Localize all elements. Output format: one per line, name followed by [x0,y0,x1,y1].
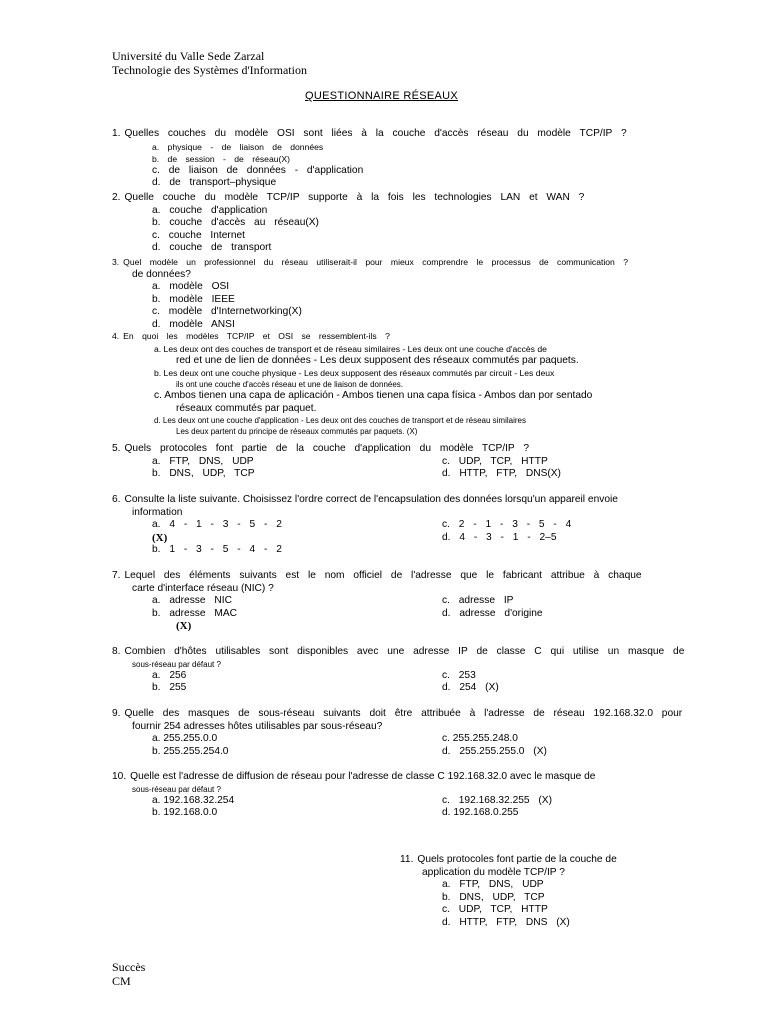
option-c: c. de liaison de données - d'application [152,164,364,176]
question-text: Combien d'hôtes utilisables sont disponibles avec une adresse IP de classe C qui utilise un masque de [124,646,685,657]
question-number: 8. [112,646,121,657]
option-c: c. UDP, TCP, HTTP [442,455,548,467]
question-2-line [112,192,760,205]
option-c: c. modèle d'Internetworking(X) [152,306,302,318]
question-8-line [112,646,760,659]
option-a: a. 255.255.0.0 [152,733,218,745]
option-b: b. 255 [152,682,187,694]
answer-mark: (X) [152,531,168,544]
question-number: 6. [112,494,121,505]
option-d-continued: Les deux partent du principe de réseaux commutés par paquets. (X) [176,427,418,437]
question-text-continued: sous-réseau par défaut ? [132,784,221,794]
question-4 [112,330,760,437]
question-text-continued: application du modèle TCP/IP ? [422,866,565,878]
option-d: d. modèle ANSI [152,318,235,330]
question-text: Quelle est l'adresse de diffusion de réseau pour l'adresse de classe C 192.168.32.0 avec le masque de [130,771,596,782]
document-footer [112,960,145,988]
option-b: b. de session - de réseau(X) [152,153,290,164]
option-b: b. DNS, UDP, TCP [442,891,545,903]
question-2 [112,192,760,255]
question-text-continued: carte d'interface réseau (NIC) ? [132,582,274,594]
option-a: a. 256 [152,669,187,681]
option-a: a. physique - de liaison de données [152,141,324,152]
question-9-line [112,708,760,721]
option-a: a. Les deux ont des couches de transport et de réseau similaires - Les deux ont une couche d'accès de [154,343,547,354]
option-b: b. 1 - 3 - 5 - 4 - 2 [152,544,282,556]
question-1 [112,128,760,190]
question-text: Quels protocoles font partie de la couche d'application du modèle TCP/IP ? [124,443,530,454]
option-d: d. 255.255.255.0 (X) [442,745,547,757]
option-d: d. 4 - 3 - 1 - 2–5 [442,531,557,543]
option-c: c. adresse IP [442,595,514,607]
document-header [112,49,307,77]
option-c: c. 2 - 1 - 3 - 5 - 4 [442,519,572,531]
question-number: 1. [112,128,121,139]
question-8 [112,646,760,695]
option-a: a. modèle OSI [152,281,230,293]
option-d: d. adresse d'origine [442,607,543,619]
question-1-line [112,128,760,141]
question-text: Quelles couches du modèle OSI sont liées à la couche d'accès réseau du modèle TCP/IP ? [124,128,627,139]
question-5-line [112,443,760,456]
option-b: b. Les deux ont une couche physique - Les deux supposent des réseaux commutés par circuit - Les deux [154,368,555,379]
question-text: Quel modèle un professionnel du réseau utiliserait-il pour mieux comprendre le processus de communication ? [123,257,629,267]
question-text-continued: sous-réseau par défaut ? [132,659,221,669]
question-7 [112,570,760,633]
question-6-line [112,494,760,507]
option-b: b. adresse MAC [152,607,238,619]
option-b: b. modèle IEEE [152,293,235,305]
question-7-line [112,570,760,583]
question-number: 11. [400,854,414,865]
question-5 [112,443,760,481]
question-text: Consulte la liste suivante. Choisissez l'ordre correct de l'encapsulation des données lorsqu'un appareil envoie [124,494,618,505]
option-c-continued: réseaux commutés par paquet. [176,402,317,414]
question-text-continued: de données? [132,268,191,280]
question-number: 2. [112,192,121,203]
answer-mark: (X) [176,620,192,633]
page-title: QUESTIONNAIRE RÉSEAUX [305,90,458,102]
question-11-line [400,854,700,867]
question-number: 5. [112,443,121,454]
question-text: Lequel des éléments suivants est le nom officiel de l'adresse que le fabricant attribue à chaque [124,570,642,581]
option-d: d. HTTP, FTP, DNS (X) [442,916,570,928]
option-b: b. 255.255.254.0 [152,745,229,757]
option-d: d. 192.168.0.255 [442,807,519,819]
option-a: a. 192.168.32.254 [152,794,235,806]
university-name: Université du Valle Sede Zarzal [112,49,265,63]
option-b: b. 192.168.0.0 [152,807,218,819]
question-11 [400,854,700,930]
question-10-line [112,771,760,784]
question-text: Quels protocoles font partie de la couche de [417,854,617,865]
option-c: c. Ambos tienen una capa de aplicación - Ambos tienen una capa física - Ambos dan por sentado [154,390,593,402]
question-number: 10. [112,771,127,782]
option-c: c. 253 [442,669,476,681]
question-text-continued: fournir 254 adresses hôtes utilisables par sous-réseau? [132,720,383,732]
option-a: a. 4 - 1 - 3 - 5 - 2 [152,519,282,531]
option-a: a. couche d'application [152,204,268,216]
option-c: c. couche Internet [152,229,245,241]
option-d: d. de transport–physique [152,177,277,189]
footer-initials: CM [112,974,131,988]
question-number: 3. [112,257,120,267]
option-a: a. FTP, DNS, UDP [442,879,544,891]
question-6 [112,494,760,557]
option-d: d. 254 (X) [442,682,499,694]
question-text: En quoi les modèles TCP/IP et OSI se ressemblent-ils ? [123,331,390,341]
option-d: d. couche de transport [152,242,272,254]
option-a: a. FTP, DNS, UDP [152,455,254,467]
question-9 [112,708,760,758]
question-3 [112,256,760,332]
option-b-continued: ils ont une couche d'accès réseau et une de liaison de données. [176,380,404,390]
option-c: c. 192.168.32.255 (X) [442,794,552,806]
option-d: d. HTTP, FTP, DNS(X) [442,468,561,480]
option-a: a. adresse NIC [152,595,232,607]
option-b: b. couche d'accès au réseau(X) [152,217,319,229]
option-c: c. 255.255.248.0 [442,733,518,745]
question-3-line [112,256,760,269]
question-number: 9. [112,708,121,719]
option-d: d. Les deux ont une couche d'application - Les deux ont des couches de transport et de réseau similaires [154,416,526,426]
question-number: 7. [112,570,121,581]
question-10 [112,771,760,820]
question-text: Quelle des masques de sous-réseau suivants doit être attribuée à l'adresse de réseau 192.168.32.0 pour [124,708,683,719]
question-4-line [112,330,760,343]
footer-greeting: Succès [112,960,146,974]
question-number: 4. [112,331,120,341]
question-text: Quelle couche du modèle TCP/IP supporte à la fois les technologies LAN et WAN ? [124,192,585,203]
option-c: c. UDP, TCP, HTTP [442,904,548,916]
department-name: Technologie des Systèmes d'Information [112,63,307,77]
option-a-continued: red et une de lien de données - Les deux supposent des réseaux commutés par paquets. [176,354,579,366]
option-b: b. DNS, UDP, TCP [152,468,255,480]
question-text-continued: information [132,506,183,518]
